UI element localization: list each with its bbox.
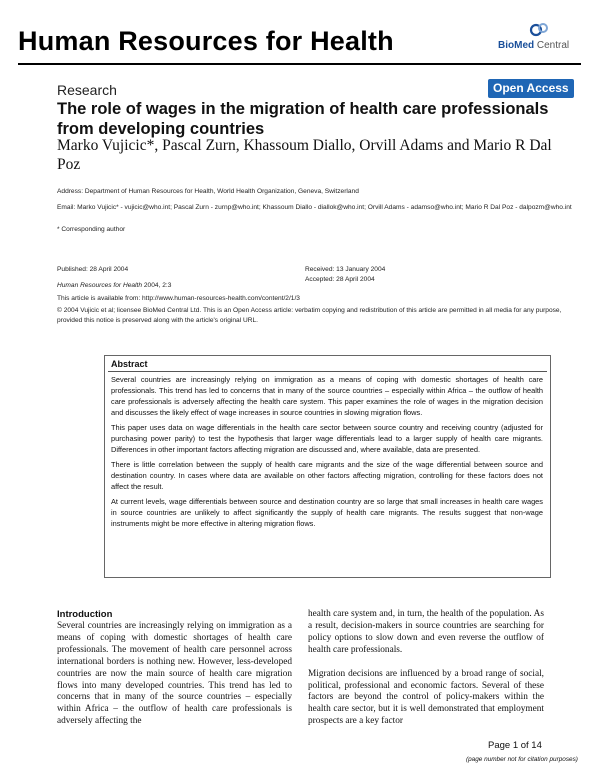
citation — [57, 281, 171, 291]
abstract-paragraph: At current levels, wage differentials between source and destination country are so large that small increases in health care wages in source countries are unlikely to affect significantly the supply of health care migrants. The results suggest that non-wage instruments might be more effective in altering migration flows. — [111, 497, 543, 528]
article-type-label: Research — [57, 82, 117, 98]
citation-journal: Human Resources for Health — [57, 282, 143, 289]
abstract-body — [111, 374, 543, 533]
body-paragraph: Several countries are increasingly relying on immigration as a means of coping with domestic shortages of health care professionals. The movement of health care personnel across international borders is nothing new. However, less-developed countries are now the main source of health care migration flows into many developed countries. This trend has led to concerns that in many of the source countries – especially within Africa – the outflow of health care professionals is adversely affecting the — [57, 621, 292, 727]
author-list: Marko Vujicic*, Pascal Zurn, Khassoum Diallo, Orvill Adams and Mario R Dal Poz — [57, 137, 552, 173]
accepted-date: Accepted: 28 April 2004 — [305, 276, 375, 283]
journal-title: Human Resources for Health — [18, 26, 394, 56]
body-paragraph: health care system and, in turn, the health of the population. As a result, decision-makers in source countries are searching for policy options to slow down and even reverse the outflow of health care professionals. — [308, 609, 544, 655]
abstract-heading: Abstract — [111, 359, 148, 369]
author-emails: Email: Marko Vujicic* - vujicic@who.int; Pascal Zurn - zurnp@who.int; Khassoum Diallo - diallok@who.int; Orvill Adams - adamso@who.int; Mario R Dal Poz - dalpozm@who.int — [57, 204, 572, 211]
author-address: Address: Department of Human Resources for Health, World Health Organization, Geneva, Switzerland — [57, 188, 359, 195]
corresponding-author-note: * Corresponding author — [57, 226, 126, 233]
article-title: The role of wages in the migration of health care professionals from developing countries — [57, 100, 549, 138]
biomed-central-swoosh-icon — [529, 22, 551, 42]
open-access-badge: Open Access — [488, 79, 574, 98]
abstract-paragraph: Several countries are increasingly relying on immigration as a means of coping with domestic shortages of health care professionals. This trend has led to concerns that in many of the source countries – especially within Africa – the outflow of health care professionals is adversely affecting the health care system. This paper examines the role of wages in the migration decision and discusses the likely effect of wage increases in source countries in slowing migration flows. — [111, 375, 543, 417]
abstract-paragraph: There is little correlation between the supply of health care migrants and the size of the wage differential between source and destination country. In cases where data are available on other factors affecting migration, controlling for these factors does not affect the result. — [111, 460, 543, 491]
citation-volume: 2004, 2:3 — [142, 282, 172, 289]
abstract-divider — [108, 371, 547, 372]
page-number-note: (page number not for citation purposes) — [466, 756, 578, 763]
abstract-paragraph: This paper uses data on wage differentials in the health care sector between source country and receiving country (adjusted for purchasing power parity) to test the hypothesis that larger wage differentials lead to a larger supply of health care migrants. Differences in other important factors affecting migration are discussed and, where available, data are presented. — [111, 423, 543, 454]
copyright-notice: © 2004 Vujicic et al; licensee BioMed Central Ltd. This is an Open Access article: verbatim copying and redistribution of this article are permitted in all media for any purpose, provided this notice is preserved along with the article's original URL. — [57, 307, 562, 324]
page-number: Page 1 of 14 — [488, 740, 542, 751]
header-divider — [18, 63, 581, 65]
introduction-heading: Introduction — [57, 609, 113, 620]
body-column-left — [57, 621, 292, 728]
biomed-central-wordmark: BioMed Central — [498, 40, 570, 51]
body-paragraph: Migration decisions are influenced by a broad range of social, political, professional and economic factors. Several of these factors are beyond the control of policy-makers within the health care sector, but it is well demonstrated that employment prospects are a key factor — [308, 668, 544, 727]
biomed-central-logo[interactable] — [498, 22, 578, 54]
article-url-line[interactable]: This article is available from: http://www.human-resources-health.com/content/2/1/3 — [57, 295, 300, 302]
published-date: Published: 28 April 2004 — [57, 266, 129, 273]
body-column-right — [308, 609, 544, 740]
received-date: Received: 13 January 2004 — [305, 266, 386, 273]
